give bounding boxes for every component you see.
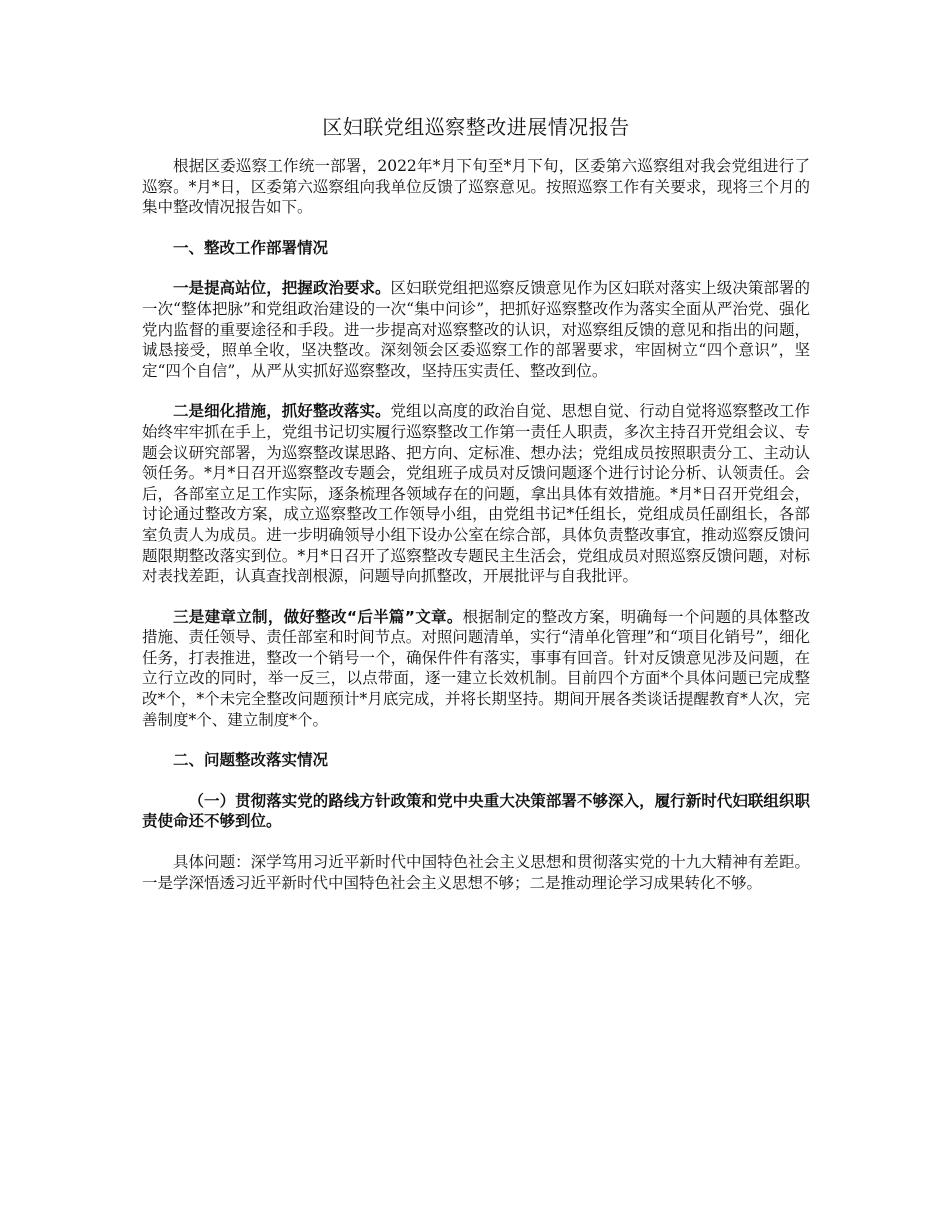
section-1-item-3 bbox=[142, 607, 810, 731]
problem-paragraph: 具体问题：深学笃用习近平新时代中国特色社会主义思想和贯彻落实党的十九大精神有差距。一是学深悟透习近平新时代中国特色社会主义思想不够；二是推动理论学习成果转化不够。 bbox=[142, 853, 810, 892]
section-1-item-2 bbox=[142, 401, 810, 586]
item-lead: 二是细化措施，抓好整改落实。 bbox=[173, 402, 391, 421]
section-2-sub-heading: （一）贯彻落实党的路线方针政策和党中央重大决策部署不够深入，履行新时代妇联组织职责使命还不够到位。 bbox=[142, 791, 810, 831]
section-1-heading: 一、整改工作部署情况 bbox=[173, 238, 329, 257]
item-lead: 一是提高站位，把握政治要求。 bbox=[173, 279, 391, 298]
section-1-item-1 bbox=[142, 278, 810, 381]
item-text: 党组以高度的政治自觉、思想自觉、行动自觉将巡察整改工作始终牢牢抓在手上，党组书记切实履行巡察整改工作第一责任人职责，多次主持召开党组会议、专题会议研究部署，为巡察整改谋思路、把方向、定标准、想办法；党组成员按照职责分工、主动认领任务。*月*日召开巡察整改专题会，党组班子成员对反馈问题逐个进行讨论分析、认领责任。会后，各部室立足工作实际，逐条梳理各领域存在的问题，拿出具体有效措施。*月*日召开党组会，讨论通过整改方案，成立巡察整改工作领导小组，由党组书记*任组长，党组成员任副组长，各部室负责人为成员。进一步明确领导小组下设办公室在综合部，具体负责整改事宜，推动巡察反馈问题限期整改落实到位。*月*日召开了巡察整改专题民主生活会，党组成员对照巡察反馈问题，对标对表找差距，认真查找剖根源，问题导向抓整改，开展批评与自我批评。 bbox=[142, 402, 810, 586]
intro-paragraph: 根据区委巡察工作统一部署，2022年*月下旬至*月下旬，区委第六巡察组对我会党组进行了巡察。*月*日，区委第六巡察组向我单位反馈了巡察意见。按照巡察工作有关要求，现将三个月的集中整改情况报告如下。 bbox=[142, 157, 810, 217]
item-text: 根据制定的整改方案，明确每一个问题的具体整改措施、责任领导、责任部室和时间节点。对照问题清单，实行“清单化管理”和“项目化销号”，细化任务，打表推进，整改一个销号一个，确保件件有落实，事事有回音。针对反馈意见涉及问题，在立行立改的同时，举一反三，以点带面，逐一建立长效机制。目前四个方面*个具体问题已完成整改*个，*个未完全整改问题预计*月底完成，并将长期坚持。期间开展各类谈话提醒教育*人次，完善制度*个、建立制度*个。 bbox=[142, 607, 810, 729]
document-page bbox=[142, 112, 810, 893]
document-title: 区妇联党组巡察整改进展情况报告 bbox=[322, 115, 630, 139]
section-2-heading: 二、问题整改落实情况 bbox=[173, 751, 329, 770]
item-lead: 三是建章立制，做好整改“后半篇”文章。 bbox=[173, 607, 463, 626]
item-text: 区妇联党组把巡察反馈意见作为区妇联对落实上级决策部署的一次“整体把脉”和党组政治建设的一次“集中问诊”，把抓好巡察整改作为落实全面从严治党、强化党内监督的重要途径和手段。进一步提高对巡察整改的认识，对巡察组反馈的意见和指出的问题，诚恳接受，照单全收，坚决整改。深刻领会区委巡察工作的部署要求，牢固树立“四个意识”，坚定“四个自信”，从严从实抓好巡察整改，坚持压实责任、整改到位。 bbox=[142, 279, 810, 380]
